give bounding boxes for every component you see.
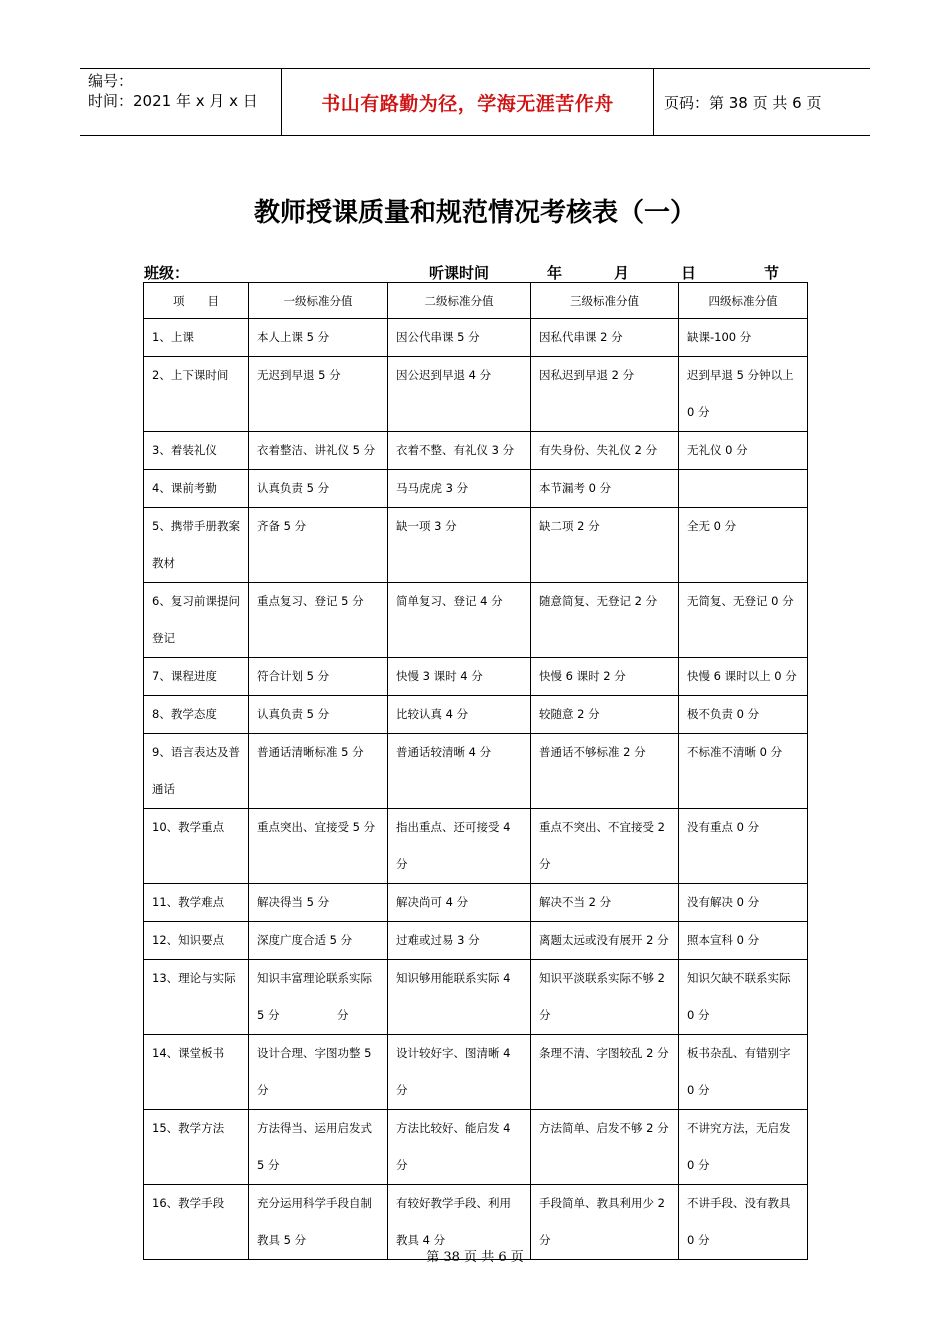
year-label: 年 xyxy=(547,264,563,282)
score-cell: 指出重点、还可接受 4 分 xyxy=(388,809,531,884)
score-cell: 照本宣科 0 分 xyxy=(679,922,808,960)
table-row xyxy=(144,884,808,922)
period-label: 节 xyxy=(764,264,780,282)
score-cell: 重点不突出、不宜接受 2 分 xyxy=(531,809,679,884)
score-cell: 无简复、无登记 0 分 xyxy=(679,583,808,658)
table-row xyxy=(144,696,808,734)
day-label: 日 xyxy=(681,264,697,282)
score-cell: 认真负责 5 分 xyxy=(249,696,388,734)
score-cell: 解决得当 5 分 xyxy=(249,884,388,922)
page-title: 教师授课质量和规范情况考核表（一） xyxy=(253,198,696,228)
score-cell: 缺一项 3 分 xyxy=(388,508,531,583)
score-cell: 全无 0 分 xyxy=(679,508,808,583)
score-cell: 快慢 3 课时 4 分 xyxy=(388,658,531,696)
table-row xyxy=(144,357,808,432)
score-cell: 方法得当、运用启发式 5 分 xyxy=(249,1110,388,1185)
score-cell: 无礼仪 0 分 xyxy=(679,432,808,470)
page-footer: 第 38 页 共 6 页 xyxy=(426,1250,524,1265)
score-cell: 因私迟到早退 2 分 xyxy=(531,357,679,432)
score-cell: 没有解决 0 分 xyxy=(679,884,808,922)
item-cell: 3、着装礼仪 xyxy=(144,432,249,470)
item-cell: 5、携带手册教案教材 xyxy=(144,508,249,583)
score-cell: 有较好教学手段、利用教具 4 分 xyxy=(388,1185,531,1260)
column-header: 一级标准分值 xyxy=(249,283,388,319)
score-cell: 有失身份、失礼仪 2 分 xyxy=(531,432,679,470)
score-cell: 过难或过易 3 分 xyxy=(388,922,531,960)
column-header: 项 目 xyxy=(144,283,249,319)
score-cell: 方法比较好、能启发 4 分 xyxy=(388,1110,531,1185)
score-cell: 马马虎虎 3 分 xyxy=(388,470,531,508)
score-cell: 板书杂乱、有错别字 0 分 xyxy=(679,1035,808,1110)
table-row xyxy=(144,508,808,583)
item-cell: 10、教学重点 xyxy=(144,809,249,884)
score-cell: 设计较好字、图清晰 4 分 xyxy=(388,1035,531,1110)
score-cell: 知识平淡联系实际不够 2 分 xyxy=(531,960,679,1035)
column-header: 三级标准分值 xyxy=(531,283,679,319)
item-cell: 13、理论与实际 xyxy=(144,960,249,1035)
score-cell: 知识丰富理论联系实际 5 分 分 xyxy=(249,960,388,1035)
month-label: 月 xyxy=(614,264,630,282)
table-row xyxy=(144,432,808,470)
score-cell: 离题太远或没有展开 2 分 xyxy=(531,922,679,960)
score-cell: 不讲究方法，无启发 0 分 xyxy=(679,1110,808,1185)
score-cell: 缺课-100 分 xyxy=(679,319,808,357)
score-cell: 普通话不够标准 2 分 xyxy=(531,734,679,809)
score-cell: 手段简单、教具利用少 2 分 xyxy=(531,1185,679,1260)
date-label: 时间：2021 年 x 月 x 日 xyxy=(88,92,258,110)
score-cell: 知识欠缺不联系实际 0 分 xyxy=(679,960,808,1035)
score-cell: 解决尚可 4 分 xyxy=(388,884,531,922)
table-row xyxy=(144,583,808,658)
item-cell: 6、复习前课提问登记 xyxy=(144,583,249,658)
score-cell: 重点突出、宜接受 5 分 xyxy=(249,809,388,884)
score-cell: 迟到早退 5 分钟以上 0 分 xyxy=(679,357,808,432)
score-cell: 没有重点 0 分 xyxy=(679,809,808,884)
motto: 书山有路勤为径，学海无涯苦作舟 xyxy=(282,69,654,135)
table-row xyxy=(144,1110,808,1185)
score-cell: 符合计划 5 分 xyxy=(249,658,388,696)
item-cell: 4、课前考勤 xyxy=(144,470,249,508)
score-cell: 极不负责 0 分 xyxy=(679,696,808,734)
score-cell: 快慢 6 课时 2 分 xyxy=(531,658,679,696)
score-cell: 比较认真 4 分 xyxy=(388,696,531,734)
table-header-row xyxy=(144,283,808,319)
score-cell: 缺二项 2 分 xyxy=(531,508,679,583)
score-cell: 重点复习、登记 5 分 xyxy=(249,583,388,658)
table-row xyxy=(144,319,808,357)
column-header: 二级标准分值 xyxy=(388,283,531,319)
score-cell: 设计合理、字图功整 5 分 xyxy=(249,1035,388,1110)
score-cell: 衣着不整、有礼仪 3 分 xyxy=(388,432,531,470)
score-cell xyxy=(679,470,808,508)
item-cell: 1、上课 xyxy=(144,319,249,357)
score-cell: 因私代串课 2 分 xyxy=(531,319,679,357)
item-cell: 14、课堂板书 xyxy=(144,1035,249,1110)
score-cell: 简单复习、登记 4 分 xyxy=(388,583,531,658)
score-cell: 本人上课 5 分 xyxy=(249,319,388,357)
score-cell: 较随意 2 分 xyxy=(531,696,679,734)
score-cell: 随意简复、无登记 2 分 xyxy=(531,583,679,658)
score-cell: 无迟到早退 5 分 xyxy=(249,357,388,432)
score-cell: 齐备 5 分 xyxy=(249,508,388,583)
page-header xyxy=(80,68,870,136)
item-cell: 8、教学态度 xyxy=(144,696,249,734)
score-cell: 本节漏考 0 分 xyxy=(531,470,679,508)
score-cell: 不讲手段、没有教具 0 分 xyxy=(679,1185,808,1260)
score-cell: 因公迟到早退 4 分 xyxy=(388,357,531,432)
table-row xyxy=(144,734,808,809)
item-cell: 7、课程进度 xyxy=(144,658,249,696)
table-row xyxy=(144,658,808,696)
table-row xyxy=(144,470,808,508)
table-row xyxy=(144,922,808,960)
score-cell: 深度广度合适 5 分 xyxy=(249,922,388,960)
item-cell: 2、上下课时间 xyxy=(144,357,249,432)
score-cell: 解决不当 2 分 xyxy=(531,884,679,922)
score-cell: 衣着整洁、讲礼仪 5 分 xyxy=(249,432,388,470)
score-cell: 知识够用能联系实际 4 xyxy=(388,960,531,1035)
number-label: 编号： xyxy=(88,72,134,90)
item-cell: 12、知识要点 xyxy=(144,922,249,960)
score-cell: 方法简单、启发不够 2 分 xyxy=(531,1110,679,1185)
item-cell: 9、语言表达及普通话 xyxy=(144,734,249,809)
assessment-table xyxy=(143,282,808,1260)
table-row xyxy=(144,809,808,884)
item-cell: 15、教学方法 xyxy=(144,1110,249,1185)
score-cell: 普通话清晰标准 5 分 xyxy=(249,734,388,809)
page-label: 页码：第 38 页 共 6 页 xyxy=(664,93,822,112)
item-cell: 16、教学手段 xyxy=(144,1185,249,1260)
table-row xyxy=(144,960,808,1035)
item-cell: 11、教学难点 xyxy=(144,884,249,922)
score-cell: 认真负责 5 分 xyxy=(249,470,388,508)
lesson-time-label: 听课时间 xyxy=(429,264,490,282)
table-row xyxy=(144,1035,808,1110)
column-header: 四级标准分值 xyxy=(679,283,808,319)
class-label: 班级： xyxy=(144,264,190,282)
score-cell: 充分运用科学手段自制教具 5 分 xyxy=(249,1185,388,1260)
score-cell: 因公代串课 5 分 xyxy=(388,319,531,357)
score-cell: 普通话较清晰 4 分 xyxy=(388,734,531,809)
score-cell: 快慢 6 课时以上 0 分 xyxy=(679,658,808,696)
header-info xyxy=(80,69,282,135)
score-cell: 条理不清、字图较乱 2 分 xyxy=(531,1035,679,1110)
score-cell: 不标准不清晰 0 分 xyxy=(679,734,808,809)
